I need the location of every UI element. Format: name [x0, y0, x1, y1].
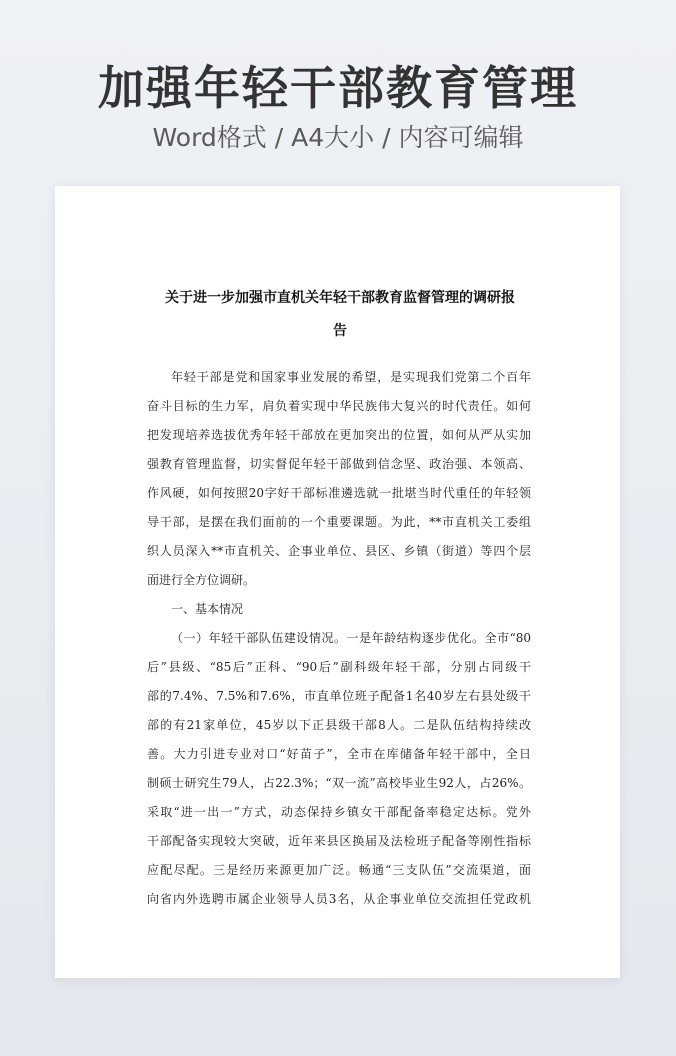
paragraph-line: 奋斗目标的生力军，肩负着实现中华民族伟大复兴的时代责任。如何 [147, 399, 531, 413]
banner [0, 58, 676, 156]
paragraph-line: （一）年轻干部队伍建设情况。一是年龄结构逐步优化。全市“80 [171, 631, 531, 645]
paragraph-line: 强教育管理监督，切实督促年轻干部做到信念坚、政治强、本领高、 [147, 457, 531, 471]
paragraph-line: 导干部，是摆在我们面前的一个重要课题。为此，**市直机关工委组 [147, 515, 531, 529]
paragraph-line: 制硕士研究生79人，占22.3%；“双一流”高校毕业生92人，占26%。 [147, 776, 531, 790]
paragraph-line: 善。大力引进专业对口“好苗子”，全市在库储备年轻干部中，全日 [147, 747, 531, 761]
paragraph-line: 年轻干部是党和国家事业发展的希望，是实现我们党第二个百年 [171, 370, 531, 384]
document-page [55, 186, 620, 978]
paragraph-line: 面进行全方位调研。 [147, 573, 256, 587]
paragraph-line: 把发现培养选拔优秀年轻干部放在更加突出的位置，如何从严从实加 [147, 428, 531, 442]
document-title [147, 282, 533, 348]
banner-title: 加强年轻干部教育管理 [98, 61, 578, 115]
paragraph-line: 向省内外选聘市属企业领导人员3名，从企事业单位交流担任党政机 [147, 892, 531, 906]
paragraph-line: 干部配备实现较大突破，近年来县区换届及法检班子配备等刚性指标 [147, 834, 531, 848]
paragraph-line: 作风硬，如何按照20字好干部标准遴选就一批堪当时代重任的年轻领 [147, 486, 531, 500]
document-body [147, 363, 531, 914]
paragraph-line: 采取“进一出一”方式，动态保持乡镇女干部配备率稳定达标。党外 [147, 805, 531, 819]
document-title-line: 告 [333, 323, 347, 339]
section-heading: 一、基本情况 [171, 602, 244, 616]
banner-subtitle: Word格式 / A4大小 / 内容可编辑 [152, 123, 524, 152]
paragraph-line: 织人员深入**市直机关、企事业单位、县区、乡镇（街道）等四个层 [147, 544, 531, 558]
paragraph-line: 部的7.4%、7.5%和7.6%，市直单位班子配备1名40岁左右县处级干 [147, 689, 531, 703]
paragraph-line: 后”县级、“85后”正科、“90后”副科级年轻干部，分别占同级干 [147, 660, 531, 674]
paragraph-line: 应配尽配。三是经历来源更加广泛。畅通“三支队伍”交流渠道，面 [147, 863, 531, 877]
paragraph-line: 部的有21家单位，45岁以下正县级干部8人。二是队伍结构持续改 [147, 718, 531, 732]
document-title-line: 关于进一步加强市直机关年轻干部教育监督管理的调研报 [165, 290, 515, 306]
